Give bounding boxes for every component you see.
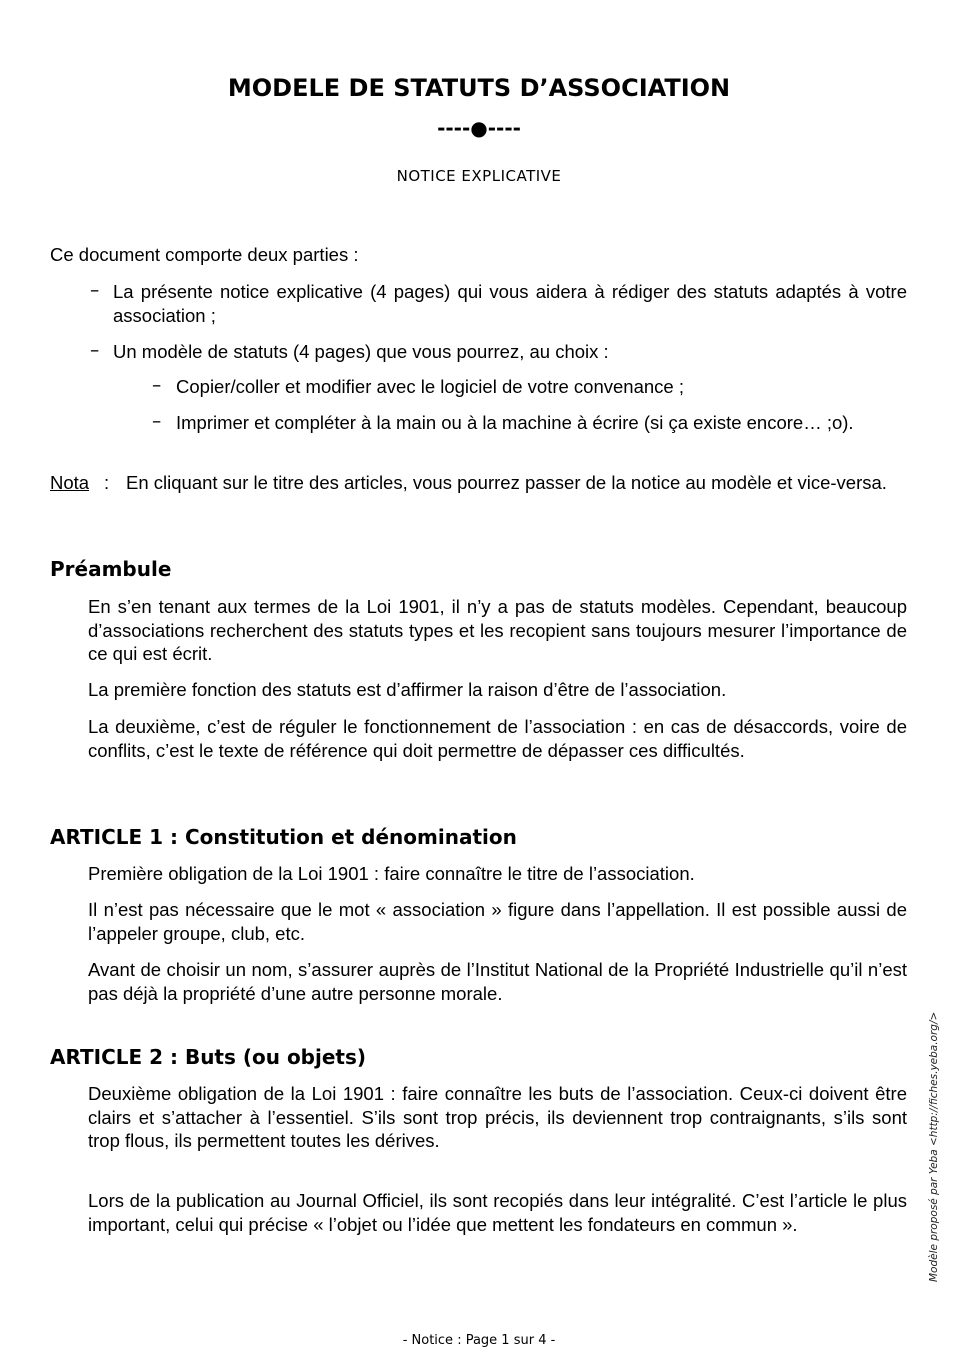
- sub-bullet-dash: –: [152, 411, 162, 432]
- nota-label: Nota: [50, 472, 90, 493]
- intro-sub-bullet-1: Copier/coller et modifier avec le logiciel de votre convenance ;: [176, 376, 684, 397]
- section-heading-article-2[interactable]: ARTICLE 2 : Buts (ou objets): [50, 1045, 367, 1069]
- article2-paragraph-1: Deuxième obligation de la Loi 1901 : faire connaître les buts de l’association. Ceux-ci doivent être clairs et s’attacher à l’essentiel. S’ils sont trop précis, ils deviennent trop contraignants, s’ils sont trop flous, ils permettent toutes les dérives.: [88, 1083, 907, 1151]
- article2-paragraph-2: Lors de la publication au Journal Officiel, ils sont recopiés dans leur intégralité. C’est l’article le plus important, celui qui précise « l’objet ou l’idée que mettent les fondateurs en commun ».: [88, 1190, 907, 1235]
- intro-bullet-2: Un modèle de statuts (4 pages) que vous pourrez, au choix :: [113, 341, 609, 362]
- preambule-paragraph-2: La première fonction des statuts est d’affirmer la raison d’être de l’association.: [88, 679, 727, 700]
- title-ornament: ----●----: [437, 116, 521, 140]
- bullet-dash: –: [90, 340, 100, 361]
- article1-paragraph-2: Il n’est pas nécessaire que le mot « association » figure dans l’appellation. Il est possible aussi de l’appeler groupe, club, etc.: [88, 899, 907, 944]
- nota-separator: :: [104, 472, 110, 493]
- intro-sub-bullet-2: Imprimer et compléter à la main ou à la machine à écrire (si ça existe encore… ;o).: [176, 412, 854, 433]
- document-subtitle: NOTICE EXPLICATIVE: [396, 167, 562, 185]
- article1-paragraph-1: Première obligation de la Loi 1901 : faire connaître le titre de l’association.: [88, 863, 695, 884]
- intro-bullet-1: La présente notice explicative (4 pages) qui vous aidera à rédiger des statuts adaptés à votre association ;: [113, 281, 907, 326]
- intro-lead: Ce document comporte deux parties :: [50, 244, 359, 265]
- article1-paragraph-3: Avant de choisir un nom, s’assurer auprès de l’Institut National de la Propriété Industrielle qu’il n’est pas déjà la propriété d’une autre personne morale.: [88, 959, 907, 1004]
- section-heading-preambule[interactable]: Préambule: [50, 557, 172, 581]
- document-title: MODELE DE STATUTS D’ASSOCIATION: [227, 74, 731, 102]
- bullet-dash: –: [90, 280, 100, 301]
- section-heading-article-1[interactable]: ARTICLE 1 : Constitution et dénomination: [50, 825, 517, 849]
- preambule-paragraph-3: La deuxième, c’est de réguler le fonctionnement de l’association : en cas de désaccords, voire de conflits, c’est le texte de référence qui doit permettre de dépasser ces difficultés.: [88, 716, 907, 761]
- sub-bullet-dash: –: [152, 375, 162, 396]
- nota-text: En cliquant sur le titre des articles, vous pourrez passer de la notice au modèle et vice-versa.: [126, 472, 887, 493]
- preambule-paragraph-1: En s’en tenant aux termes de la Loi 1901, il n’y a pas de statuts modèles. Cependant, beaucoup d’associations recherchent des statuts types et les recopient sans toujours mesurer l’importance de ce qui est écrit.: [88, 596, 907, 664]
- page-footer: - Notice : Page 1 sur 4 -: [402, 1333, 556, 1348]
- side-attribution-note: Modèle proposé par Yeba <http://fiches.yeba.org/>: [928, 1011, 940, 1282]
